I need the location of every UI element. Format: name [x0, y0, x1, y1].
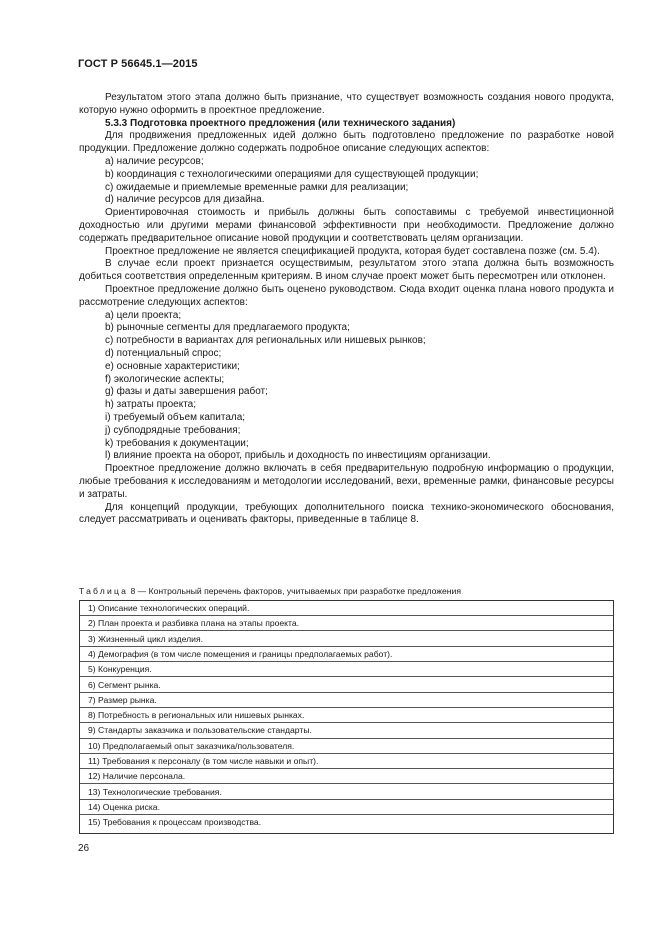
table-row: 11) Требования к персоналу (в том числе навыки и опыт). — [80, 754, 613, 769]
paragraph: Проектное предложение должно быть оценено руководством. Сюда входит оценка плана нового продукта и рассмотрение следующих аспектов: — [79, 283, 614, 308]
list-item: a) цели проекта; — [105, 309, 182, 321]
paragraph: В случае если проект признается осуществимым, результатом этого этапа должна быть возможность добиться соответствия определенным критериям. В ином случае проект может быть пересмотрен или отклонен. — [79, 258, 614, 283]
section-heading: 5.3.3 Подготовка проектного предложения (или технического задания) — [105, 117, 456, 129]
review-aspects-list — [79, 310, 614, 464]
paragraph: Проектное предложение не является спецификацией продукта, которая будет составлена позже (см. 5.4). — [105, 245, 600, 257]
paragraph: Для концепций продукции, требующих дополнительного поиска технико-экономического обоснования, следует рассматривать и оценивать факторы, приведенные в таблице 8. — [79, 501, 614, 526]
list-item: b) рыночные сегменты для предлагаемого продукта; — [105, 322, 350, 334]
table-caption-text: 8 — Контрольный перечень факторов, учитываемых при разработке предложения — [130, 586, 461, 596]
paragraph: Для продвижения предложенных идей должно быть подготовлено предложение по разработке новой продукции. Предложение должно содержать подробное описание следующих аспектов: — [79, 130, 614, 155]
list-item: a) наличие ресурсов; — [105, 155, 204, 167]
document-header: ГОСТ Р 56645.1—2015 — [78, 58, 198, 70]
aspects-list — [79, 156, 614, 207]
list-item: i) требуемый объем капитала; — [105, 411, 246, 423]
list-item: d) потенциальный спрос; — [105, 347, 222, 359]
table-row: 14) Оценка риска. — [80, 800, 613, 815]
table-row: 4) Демография (в том числе помещения и границы предполагаемых работ). — [80, 647, 613, 662]
table-row: 6) Сегмент рынка. — [80, 678, 613, 693]
table-row: 9) Стандарты заказчика и пользовательские стандарты. — [80, 723, 613, 738]
list-item: b) координация с технологическими операциями для существующей продукции; — [105, 168, 479, 180]
table-row: 13) Технологические требования. — [80, 785, 613, 800]
paragraph: Ориентировочная стоимость и прибыль должны быть сопоставимы с требуемой инвестиционной доходностью или другими мерами финансовой эффективности при необходимости. Предложение должно содержать предварительное описание новой продукции и соответствовать целям организации. — [79, 207, 614, 244]
factors-table — [79, 600, 614, 834]
table-row: 10) Предполагаемый опыт заказчика/пользователя. — [80, 739, 613, 754]
table-row: 15) Требования к процессам производства. — [88, 817, 262, 828]
table-caption — [79, 586, 619, 597]
paragraph: Результатом этого этапа должно быть признание, что существует возможность создания нового продукта, которую нужно оформить в проектное предложение. — [79, 92, 614, 116]
table-row: 2) План проекта и разбивка плана на этапы проекта. — [80, 616, 613, 631]
table-caption-label: Таблица — [79, 586, 129, 596]
table-row: 3) Жизненный цикл изделия. — [80, 632, 613, 647]
main-text — [79, 92, 614, 527]
list-item: c) ожидаемые и приемлемые временные рамки для реализации; — [105, 181, 409, 193]
list-item: f) экологические аспекты; — [105, 373, 225, 385]
list-item: j) субподрядные требования; — [105, 424, 241, 436]
table-row: 5) Конкуренция. — [80, 662, 613, 677]
table-row: 1) Описание технологических операций. — [80, 601, 613, 616]
list-item: g) фазы и даты завершения работ; — [105, 386, 268, 398]
paragraph: Проектное предложение должно включать в себя предварительную подробную информацию о продукции, любые требования к исследованиям и методологии исследований, вехи, временные рамки, финансовые ресурсы и затраты. — [79, 463, 614, 500]
list-item: k) требования к документации; — [105, 437, 249, 449]
list-item: d) наличие ресурсов для дизайна. — [105, 194, 265, 206]
table-row: 7) Размер рынка. — [80, 693, 613, 708]
table-row: 12) Наличие персонала. — [80, 769, 613, 784]
list-item: h) затраты проекта; — [105, 399, 197, 411]
list-item: e) основные характеристики; — [105, 360, 240, 372]
list-item: c) потребности в вариантах для региональных или нишевых рынков; — [105, 335, 426, 347]
table-row: 8) Потребность в региональных или нишевых рынках. — [80, 708, 613, 723]
list-item: l) влияние проекта на оборот, прибыль и доходность по инвестициям организации. — [105, 450, 491, 462]
page-number: 26 — [78, 843, 90, 854]
